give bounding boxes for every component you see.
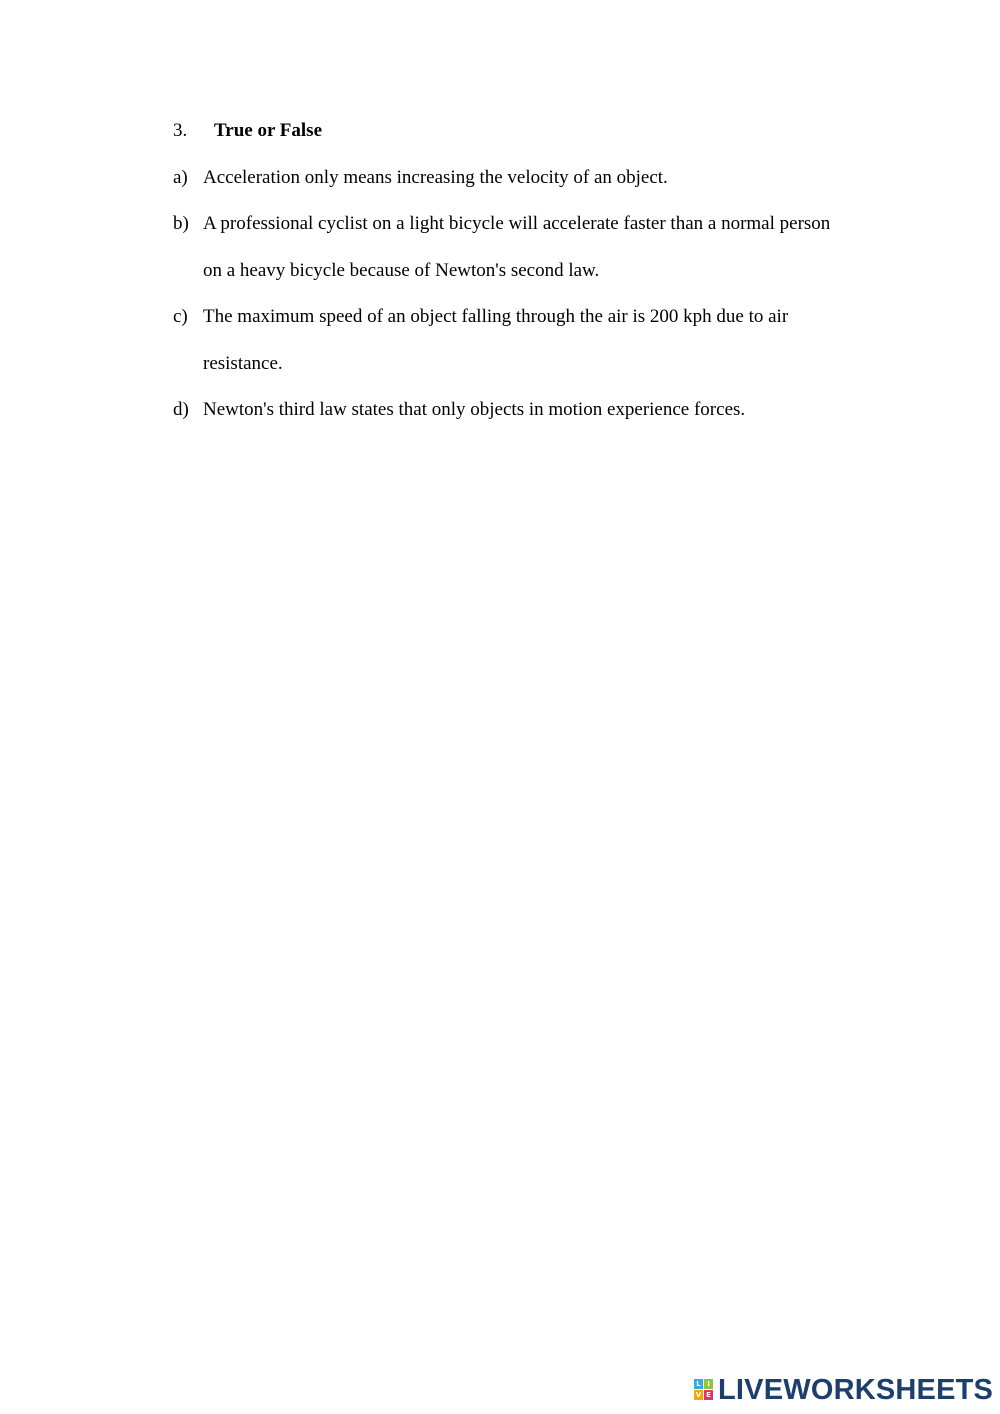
statement-text: Acceleration only means increasing the velocity of an object. [203, 167, 668, 188]
logo-block-i: I [704, 1379, 713, 1389]
statement-marker: a) [173, 167, 188, 188]
statement-item [173, 294, 853, 387]
statement-text: A professional cyclist on a light bicycle will accelerate faster than a normal person on a heavy bicycle because of Newton's second law. [203, 213, 831, 281]
question-heading [173, 119, 322, 143]
statement-item [173, 387, 853, 434]
statement-item [173, 155, 853, 202]
logo-blocks-icon [694, 1379, 714, 1401]
statement-text: Newton's third law states that only objects in motion experience forces. [203, 399, 746, 420]
statement-item [173, 201, 853, 294]
statement-marker: b) [173, 213, 189, 234]
logo-text: LIVEWORKSHEETS [718, 1374, 994, 1406]
liveworksheets-logo [694, 1375, 993, 1405]
statement-marker: d) [173, 399, 189, 420]
question-number: 3. [173, 120, 188, 141]
logo-block-v: V [695, 1391, 702, 1399]
statement-marker: c) [173, 306, 188, 327]
question-title: True or False [214, 120, 322, 141]
statement-text: The maximum speed of an object falling through the air is 200 kph due to air resistance. [203, 306, 789, 374]
logo-block-l: L [694, 1379, 703, 1389]
logo-block-e: E [704, 1390, 713, 1400]
